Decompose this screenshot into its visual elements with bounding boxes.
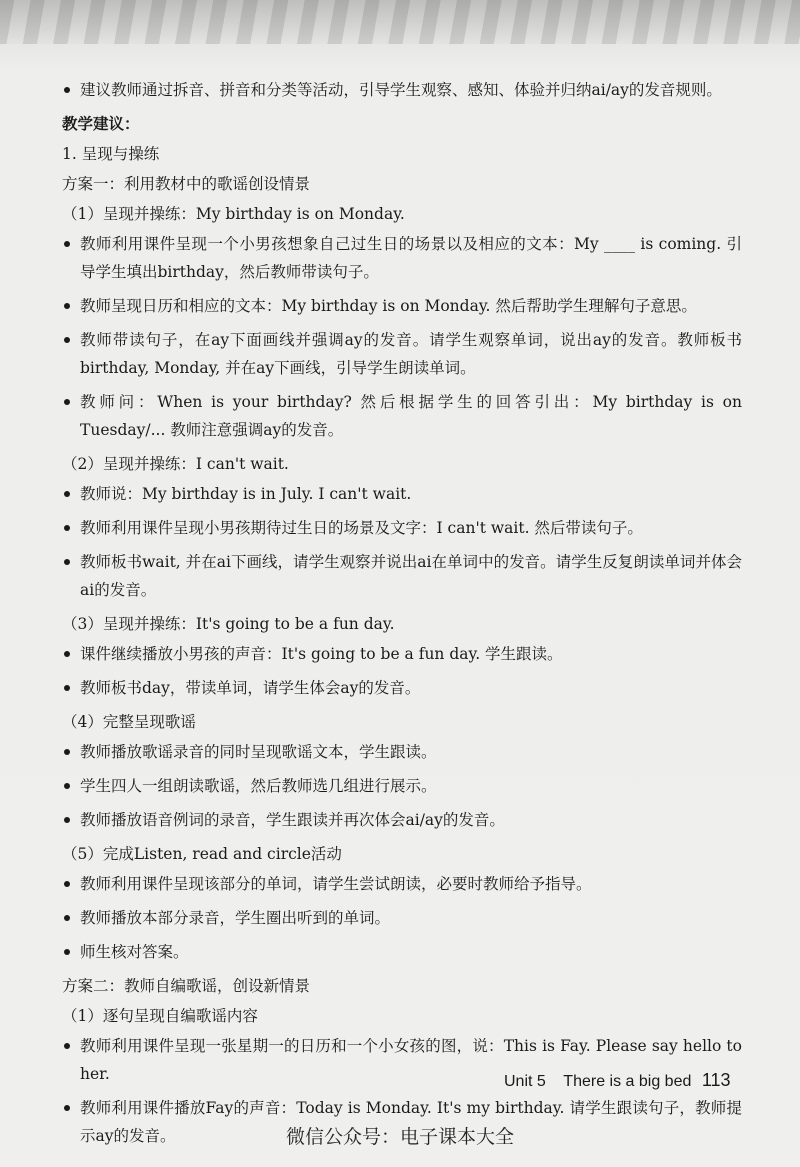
list-item: 教师问：When is your birthday? 然后根据学生的回答引出：My birthday is on Tuesday/... 教师注意强调ay的发音。 (62, 388, 742, 444)
step-five-title: （5）完成Listen, read and circle活动 (62, 845, 342, 863)
previous-page-shadow (0, 0, 800, 44)
step-one-title: （1）呈现并操练：My birthday is on Monday. (62, 205, 405, 223)
step-two-list (62, 480, 742, 604)
list-item: 教师利用课件播放Fay的声音：Today is Monday. It's my birthday. 请学生跟读句子，教师提示ay的发音。 (62, 1094, 742, 1150)
list-item: 教师利用课件呈现该部分的单词，请学生尝试朗读，必要时教师给予指导。 (62, 870, 742, 898)
list-item: 教师板书day，带读单词，请学生体会ay的发音。 (62, 674, 742, 702)
step-three-list (62, 640, 742, 702)
footer-unit-title: There is a big bed (563, 1073, 692, 1090)
step-three-title: （3）呈现并操练：It's going to be a fun day. (62, 615, 395, 633)
list-item: 教师播放语音例词的录音，学生跟读并再次体会ai/ay的发音。 (62, 806, 742, 834)
footer-unit: Unit 5 (504, 1073, 546, 1090)
list-item: 课件继续播放小男孩的声音：It's going to be a fun day. 学生跟读。 (62, 640, 742, 668)
step-five-list (62, 870, 742, 966)
step-four-title: （4）完整呈现歌谣 (62, 713, 196, 731)
page-footer (504, 1070, 731, 1091)
list-item: 教师播放歌谣录音的同时呈现歌谣文本，学生跟读。 (62, 738, 742, 766)
list-item: 教师说：My birthday is in July. I can't wait. (62, 480, 742, 508)
list-item: 教师播放本部分录音，学生圈出听到的单词。 (62, 904, 742, 932)
list-item: 师生核对答案。 (62, 938, 742, 966)
step-one-list (62, 230, 742, 444)
plan-one-title: 方案一：利用教材中的歌谣创设情景 (62, 175, 311, 193)
list-item: 教师带读句子，在ay下面画线并强调ay的发音。请学生观察单词，说出ay的发音。教师板书birthday, Monday, 并在ay下画线，引导学生朗读单词。 (62, 326, 742, 382)
plan-two-title: 方案二：教师自编歌谣，创设新情景 (62, 977, 311, 995)
section-title: 1. 呈现与操练 (62, 145, 160, 163)
list-item: 学生四人一组朗读歌谣，然后教师选几组进行展示。 (62, 772, 742, 800)
plan-two-step-one-title: （1）逐句呈现自编歌谣内容 (62, 1007, 258, 1025)
list-item: 教师利用课件呈现小男孩期待过生日的场景及文字：I can't wait. 然后带读句子。 (62, 514, 742, 542)
teaching-suggestions-heading: 教学建议： (62, 114, 140, 133)
page-content (62, 76, 742, 1156)
intro-bullet: 建议教师通过拆音、拼音和分类等活动，引导学生观察、感知、体验并归纳ai/ay的发音规则。 (62, 76, 742, 104)
page-number: 113 (701, 1070, 731, 1090)
list-item: 教师利用课件呈现一个小男孩想象自己过生日的场景以及相应的文本：My ____ is coming. 引导学生填出birthday，然后教师带读句子。 (62, 230, 742, 286)
step-two-title: （2）呈现并操练：I can't wait. (62, 455, 289, 473)
step-four-list (62, 738, 742, 834)
watermark-text: 微信公众号：电子课本大全 (285, 1126, 514, 1148)
list-item: 教师利用课件呈现一张星期一的日历和一个小女孩的图，说：This is Fay. Please say hello to her. (62, 1032, 742, 1088)
list-item: 教师呈现日历和相应的文本：My birthday is on Monday. 然后帮助学生理解句子意思。 (62, 292, 742, 320)
list-item: 教师板书wait, 并在ai下画线，请学生观察并说出ai在单词中的发音。请学生反复朗读单词并体会ai的发音。 (62, 548, 742, 604)
